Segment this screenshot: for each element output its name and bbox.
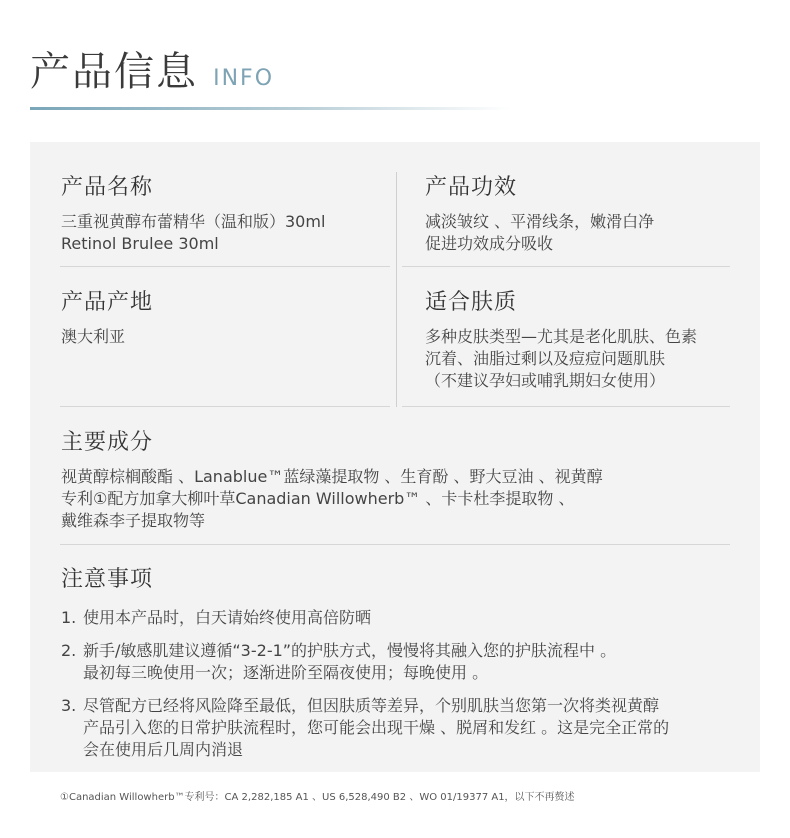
list-item-text xyxy=(83,640,751,684)
ingredients-line-1: 视黄醇棕榈酸酯 、Lanablue™蓝绿藻提取物 、生育酚 、野大豆油 、视黄醇 xyxy=(61,467,603,486)
page-title-en: INFO xyxy=(213,66,275,91)
list-item-text xyxy=(83,695,751,761)
list-item xyxy=(61,640,751,684)
list-item-number: 2. xyxy=(61,641,77,660)
ingredients-line-2: 专利①配方加拿大柳叶草Canadian Willowherb™ 、卡卡杜李提取物 、 xyxy=(61,489,575,508)
list-item-number: 3. xyxy=(61,696,77,715)
ingredients-heading: 主要成分 xyxy=(61,430,154,455)
list-item-number: 1. xyxy=(61,608,77,627)
note-1-line-1: 使用本产品时，白天请始终使用高倍防晒 xyxy=(83,608,372,627)
row-divider-full xyxy=(60,544,730,545)
notes-section xyxy=(61,562,751,772)
ingredients-line-3: 戴维森李子提取物等 xyxy=(61,511,206,530)
row-divider-right-2 xyxy=(402,406,730,407)
row-divider-left xyxy=(60,266,390,267)
row-divider-right xyxy=(402,266,730,267)
note-2-line-2: 最初每三晚使用一次；逐渐进阶至隔夜使用；每晚使用 。 xyxy=(83,663,489,682)
note-3-line-1: 尽管配方已经将风险降至最低，但因肤质等差异，个别肌肤当您第一次将类视黄醇 xyxy=(83,696,660,715)
efficacy-line-1: 减淡皱纹 、平滑线条，嫩滑白净 xyxy=(425,212,655,231)
skin-type-line-3: （不建议孕妇或哺乳期妇女使用） xyxy=(425,371,666,390)
column-divider xyxy=(396,172,397,407)
product-name-cn: 三重视黄醇布蕾精华（温和版）30ml xyxy=(61,212,326,231)
page-header xyxy=(30,40,274,97)
efficacy-section xyxy=(425,170,745,255)
patent-footnote: ①Canadian Willowherb™专利号：CA 2,282,185 A1 、US 6,528,490 B2 、WO 01/19377 A1，以下不再赘述 xyxy=(60,792,575,803)
origin-value: 澳大利亚 xyxy=(61,327,126,346)
ingredients-section xyxy=(61,425,751,532)
page-title: 产品信息 xyxy=(30,49,198,95)
efficacy-heading: 产品功效 xyxy=(425,175,518,200)
skin-type-section xyxy=(425,285,755,392)
header-divider xyxy=(30,107,510,110)
origin-section xyxy=(61,285,381,348)
info-panel xyxy=(30,142,760,772)
row-divider-left-2 xyxy=(60,406,390,407)
product-name-section xyxy=(61,170,381,255)
skin-type-line-1: 多种皮肤类型—尤其是老化肌肤、色素 xyxy=(425,327,698,346)
skin-type-heading: 适合肤质 xyxy=(425,290,518,315)
notes-heading: 注意事项 xyxy=(61,567,154,592)
list-item-text xyxy=(83,607,751,629)
product-name-en: Retinol Brulee 30ml xyxy=(61,234,219,253)
efficacy-line-2: 促进功效成分吸收 xyxy=(425,234,554,253)
skin-type-line-2: 沉着、油脂过剩以及痘痘问题肌肤 xyxy=(425,349,666,368)
origin-heading: 产品产地 xyxy=(61,290,154,315)
product-name-heading: 产品名称 xyxy=(61,175,154,200)
note-3-line-2: 产品引入您的日常护肤流程时，您可能会出现干燥 、脱屑和发红 。这是完全正常的 xyxy=(83,718,670,737)
note-3-line-3: 会在使用后几周内消退 xyxy=(83,740,244,759)
list-item xyxy=(61,607,751,629)
note-2-line-1: 新手/敏感肌建议遵循“3-2-1”的护肤方式，慢慢将其融入您的护肤流程中 。 xyxy=(83,641,617,660)
notes-list xyxy=(61,607,751,761)
list-item xyxy=(61,695,751,761)
